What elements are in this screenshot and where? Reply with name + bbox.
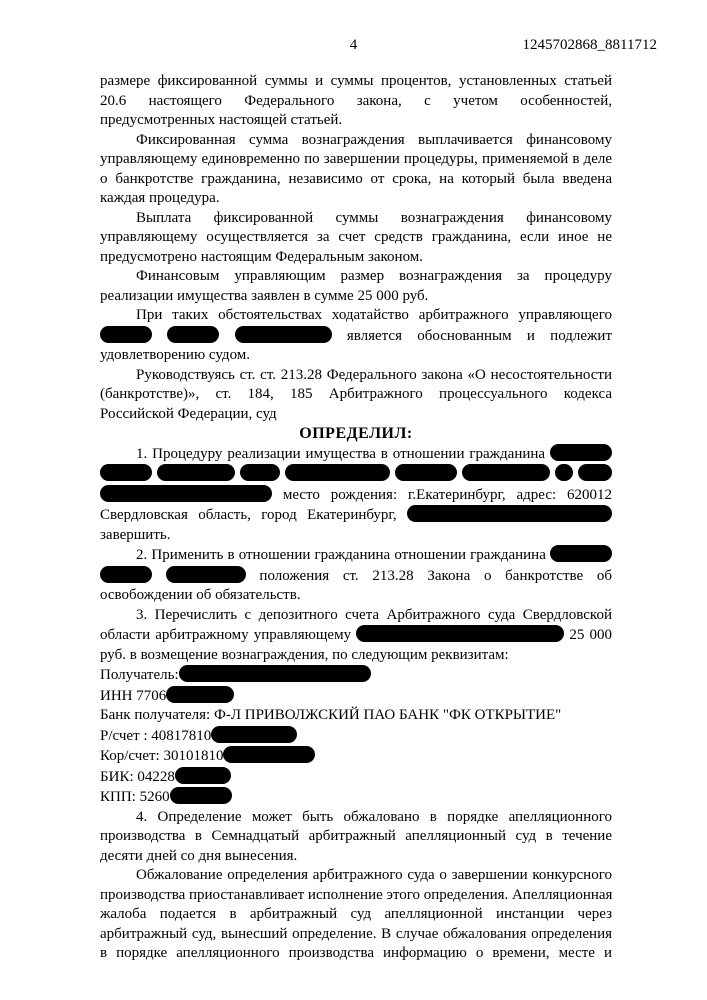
text-line: 1. Процедуру реализации имущества в отношении гражданина (100, 444, 612, 465)
text-line: БИК: 04228 (100, 767, 612, 788)
ruling-item-4 (100, 808, 612, 867)
ruling-heading-text: ОПРЕДЕЛИЛ: (299, 425, 413, 442)
text-line: Р/счет : 40817810 (100, 726, 612, 747)
text-line: Фиксированная сумма вознаграждения выплачивается финансовому (136, 131, 612, 148)
redaction-bar (170, 787, 232, 804)
redaction-bar (167, 326, 219, 343)
text-line: жалоба подается в арбитражный суд апелляционной инстанции через (100, 906, 612, 922)
document-id: 1245702868_8811712 (522, 37, 657, 53)
ruling-heading (100, 424, 612, 444)
text-line: управляющему единовременно по завершении процедуры, применяемой в деле (100, 151, 612, 167)
text-line: является обоснованным и подлежит (100, 326, 612, 347)
ruling-item-1 (100, 444, 612, 546)
text-line (100, 464, 612, 485)
redaction-bar (356, 625, 564, 642)
redaction-bar (555, 464, 573, 481)
redaction-bar (100, 464, 152, 481)
redaction-bar (166, 566, 246, 583)
paragraph-petition-justified (100, 306, 612, 366)
redaction-bar (100, 566, 152, 583)
text-line: (банкротстве)», ст. 184, 185 Арбитражного процессуального кодекса (100, 386, 612, 402)
redaction-bar (407, 505, 612, 522)
text-line: Банк получателя: Ф-Л ПРИВОЛЖСКИЙ ПАО БАНК "ФК ОТКРЫТИЕ" (100, 707, 562, 723)
text-line: в порядке апелляционного производства информацию о времени, месте и (100, 945, 612, 961)
text-line: 4. Определение может быть обжаловано в порядке апелляционного (136, 808, 612, 825)
redaction-bar (100, 485, 272, 502)
text-line: 20.6 настоящего Федерального закона, с учетом особенностей, (100, 92, 612, 109)
redaction-bar (157, 464, 235, 481)
redaction-bar (578, 464, 612, 481)
document-body (100, 72, 612, 964)
paragraph-intro-continuation (100, 72, 612, 131)
redaction-bar (550, 545, 612, 562)
redaction-bar (235, 326, 332, 343)
text-line: предусмотренных настоящей статьей. (100, 112, 343, 128)
text-line: производства приостанавливает исполнение этого определения. Апелляционная (100, 886, 613, 903)
paragraph-payment-source (100, 209, 612, 268)
text-line: о банкротстве гражданина, независимо от срока, на который была введена (100, 170, 612, 187)
redaction-bar (179, 665, 371, 682)
text-line: производства в Семнадцатый арбитражный апелляционный суд в течение (100, 828, 612, 844)
text-line: место рождения: г.Екатеринбург, адрес: 620012 (100, 485, 612, 506)
text-line: области арбитражному управляющему 25 000 (100, 627, 612, 643)
redaction-bar (100, 326, 152, 343)
text-line: При таких обстоятельствах ходатайство арбитражного управляющего (136, 307, 612, 323)
text-line: реализации имущества заявлен в сумме 25 000 руб. (100, 287, 429, 304)
text-line: управляющему осуществляется за счет средств гражданина, если иное не (100, 229, 612, 245)
text-line: завершить. (100, 526, 171, 543)
text-line: удовлетворению судом. (100, 347, 251, 363)
page-header (0, 37, 707, 57)
text-line: размере фиксированной суммы и суммы процентов, установленных статьей (100, 73, 612, 89)
paragraph-fixed-sum-payment (100, 131, 612, 209)
text-line: Свердловская область, город Екатеринбург, (100, 505, 612, 526)
text-line: Выплата фиксированной суммы вознаграждения финансовому (136, 209, 612, 226)
text-line: предусмотрено настоящим Федеральным законом. (100, 248, 424, 265)
ruling-item-3 (100, 606, 612, 666)
redaction-bar (462, 464, 550, 481)
ruling-item-2 (100, 545, 612, 606)
text-line: руб. в возмещение вознаграждения, по следующим реквизитам: (100, 646, 509, 663)
redaction-bar (395, 464, 457, 481)
redaction-bar (211, 726, 297, 743)
text-line: положения ст. 213.28 Закона о банкротстве об (100, 566, 612, 587)
page-number: 4 (349, 37, 358, 53)
text-line: десяти дней со дня вынесения. (100, 847, 298, 864)
redaction-bar (223, 746, 315, 763)
text-line: Кор/счет: 30101810 (100, 746, 612, 767)
text-line: 3. Перечислить с депозитного счета Арбитражного суда Свердловской (136, 606, 612, 623)
text-line: Обжалование определения арбитражного суда о завершении конкурсного (136, 867, 612, 883)
text-line: Получатель: (100, 665, 612, 686)
paragraph-appeal-info (100, 866, 612, 964)
redaction-bar (550, 444, 612, 461)
text-line: 2. Применить в отношении гражданина отношении гражданина (100, 545, 612, 566)
redaction-bar (285, 464, 390, 481)
text-line: Российской Федерации, суд (100, 405, 277, 422)
text-line: освобождении об обязательств. (100, 587, 301, 603)
redaction-bar (240, 464, 280, 481)
text-line: ИНН 7706 (100, 686, 612, 707)
payment-requisites (100, 665, 612, 808)
paragraph-legal-basis (100, 366, 612, 425)
text-line: Финансовым управляющим размер вознаграждения за процедуру (136, 268, 612, 284)
redaction-bar (175, 767, 231, 784)
redaction-bar (166, 686, 234, 703)
text-line: КПП: 5260 (100, 787, 612, 808)
text-line: арбитражный суд, вынесший определение. В случае обжалования определения (100, 925, 612, 942)
text-line: каждая процедура. (100, 190, 220, 206)
text-line: Руководствуясь ст. ст. 213.28 Федерального закона «О несостоятельности (136, 366, 612, 383)
paragraph-claimed-amount (100, 267, 612, 306)
